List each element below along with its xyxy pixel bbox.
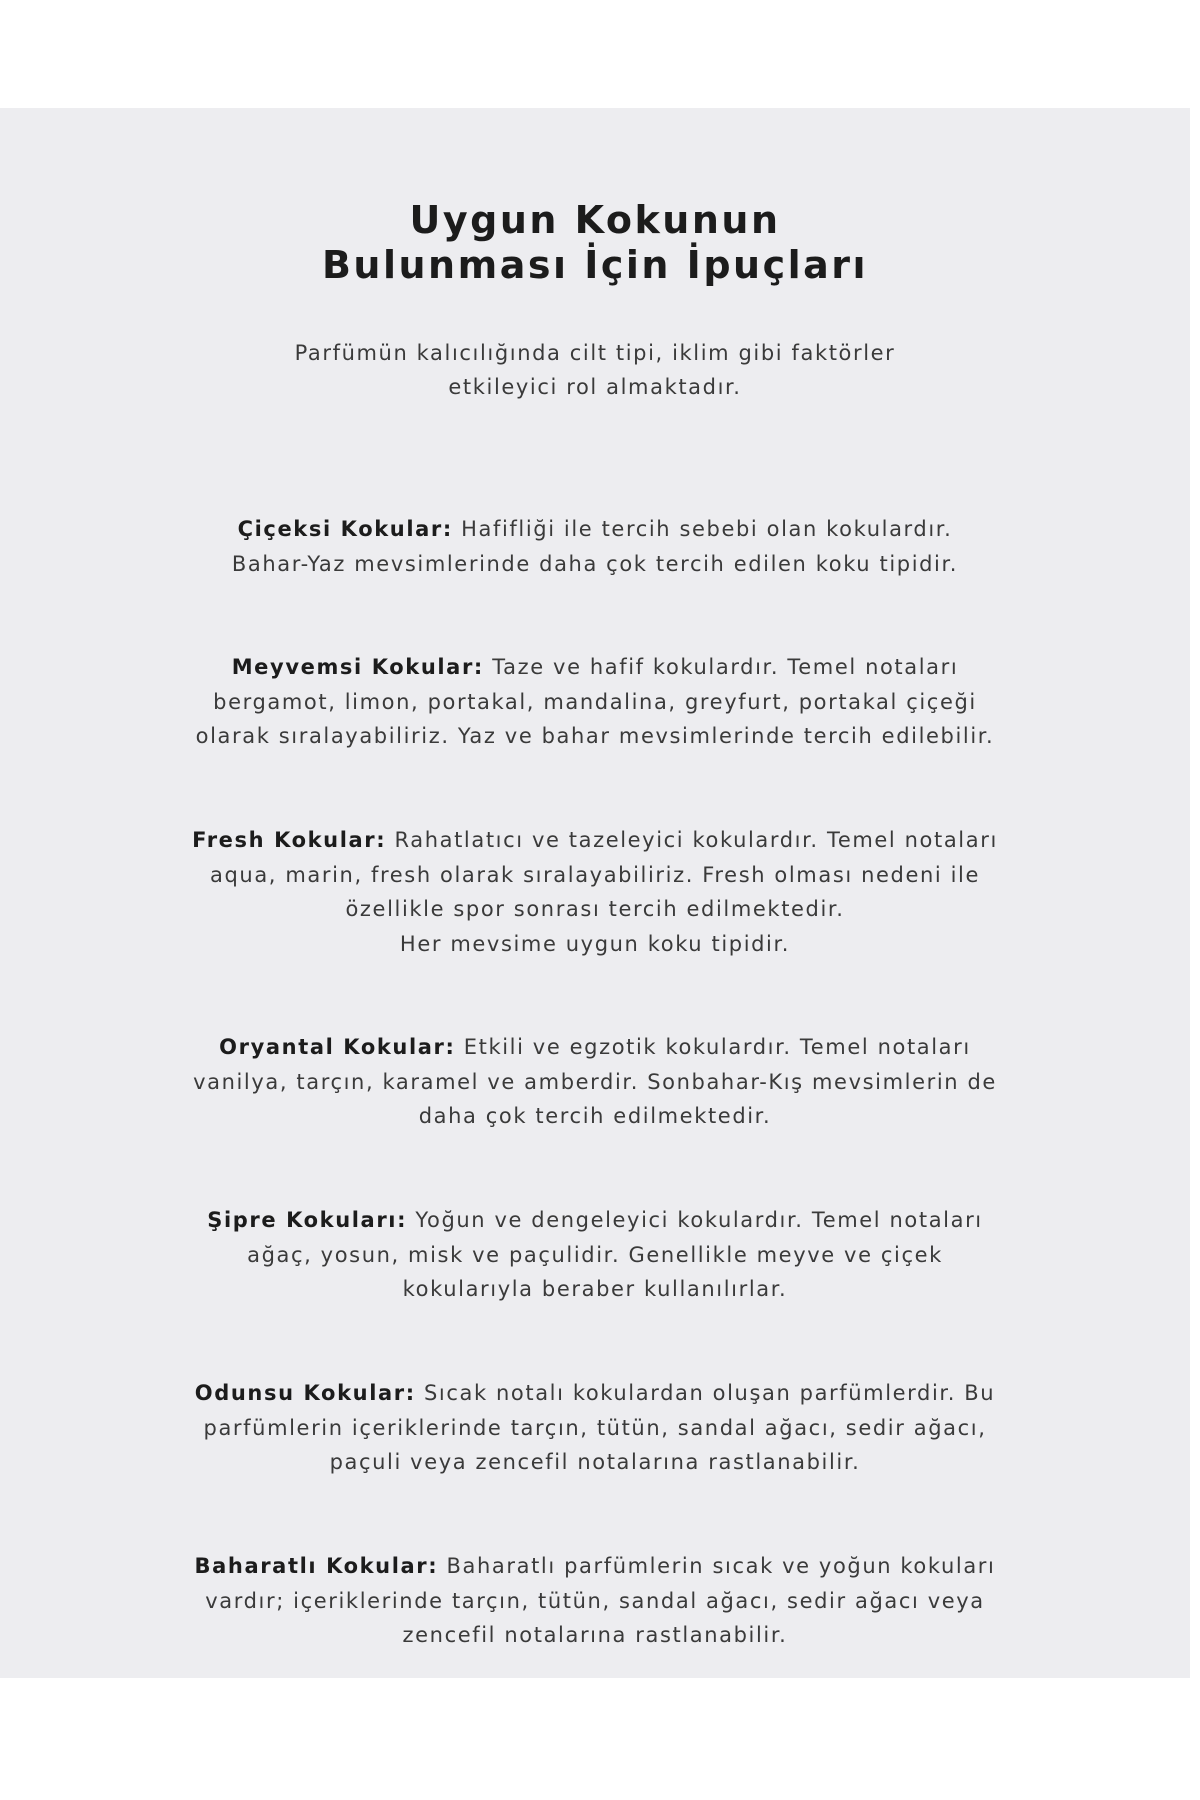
- page-title: [0, 198, 1190, 288]
- section-text: Sıcak notalı kokulardan oluşan parfümlerdir. Bu: [415, 1381, 996, 1405]
- section-first-line: [0, 823, 1190, 858]
- section-label: Fresh Kokular:: [192, 828, 387, 852]
- intro-line: Parfümün kalıcılığında cilt tipi, iklim gibi faktörler: [294, 341, 896, 365]
- section-line: vanilya, tarçın, karamel ve amberdir. Sonbahar-Kış mevsimlerin de: [193, 1069, 997, 1094]
- section-line: Her mevsime uygun koku tipidir.: [399, 931, 791, 956]
- section-line: zencefil notalarına rastlanabilir.: [402, 1623, 788, 1647]
- intro-text: [0, 336, 1190, 404]
- section-spicy: [0, 1549, 1190, 1653]
- section-label: Odunsu Kokular:: [194, 1381, 416, 1405]
- section-first-line: [0, 1203, 1190, 1238]
- section-line: aqua, marin, fresh olarak sıralayabiliriz. Fresh olması nedeni ile: [210, 862, 980, 887]
- section-first-line: [0, 1549, 1190, 1584]
- title-line: Uygun Kokunun: [409, 198, 781, 242]
- section-first-line: [0, 512, 1190, 547]
- section-fruity: [0, 650, 1190, 754]
- section-chypre: [0, 1203, 1190, 1307]
- section-first-line: [0, 650, 1190, 685]
- section-label: Şipre Kokuları:: [207, 1208, 408, 1232]
- title-line: Bulunması İçin İpuçları: [321, 243, 869, 287]
- section-label: Oryantal Kokular:: [219, 1035, 456, 1059]
- section-line: bergamot, limon, portakal, mandalina, greyfurt, portakal çiçeği: [213, 689, 977, 714]
- intro-line: etkileyici rol almaktadır.: [448, 375, 742, 399]
- section-label: Meyvemsi Kokular:: [231, 655, 484, 679]
- section-text: Etkili ve egzotik kokulardır. Temel notaları: [455, 1035, 971, 1059]
- section-line: olarak sıralayabiliriz. Yaz ve bahar mevsimlerinde tercih edilebilir.: [195, 724, 995, 748]
- section-line: parfümlerin içeriklerinde tarçın, tütün, sandal ağacı, sedir ağacı,: [203, 1415, 987, 1440]
- section-text: Hafifliği ile tercih sebebi olan kokulardır.: [452, 517, 953, 541]
- section-line: vardır; içeriklerinde tarçın, tütün, sandal ağacı, sedir ağacı veya: [205, 1588, 985, 1613]
- section-text: Baharatlı parfümlerin sıcak ve yoğun kokuları: [438, 1554, 996, 1578]
- section-line: ağaç, yosun, misk ve paçulidir. Genellikle meyve ve çiçek: [247, 1242, 943, 1267]
- section-text: Rahatlatıcı ve tazeleyici kokulardır. Temel notaları: [386, 828, 998, 852]
- section-first-line: [0, 1376, 1190, 1411]
- section-woody: [0, 1376, 1190, 1480]
- section-label: Çiçeksi Kokular:: [237, 517, 453, 541]
- section-text: Taze ve hafif kokulardır. Temel notaları: [483, 655, 959, 679]
- section-floral: [0, 512, 1190, 581]
- section-text: Yoğun ve dengeleyici kokulardır. Temel notaları: [407, 1208, 983, 1232]
- section-oriental: [0, 1030, 1190, 1134]
- content-panel: [0, 108, 1190, 1678]
- section-line: Bahar-Yaz mevsimlerinde daha çok tercih edilen koku tipidir.: [231, 551, 959, 576]
- section-line: paçuli veya zencefil notalarına rastlanabilir.: [329, 1450, 861, 1474]
- section-fresh: [0, 823, 1190, 961]
- section-line: özellikle spor sonrası tercih edilmektedir.: [345, 897, 845, 921]
- section-line: kokularıyla beraber kullanılırlar.: [402, 1277, 788, 1301]
- section-first-line: [0, 1030, 1190, 1065]
- section-line: daha çok tercih edilmektedir.: [418, 1104, 772, 1128]
- section-label: Baharatlı Kokular:: [194, 1554, 439, 1578]
